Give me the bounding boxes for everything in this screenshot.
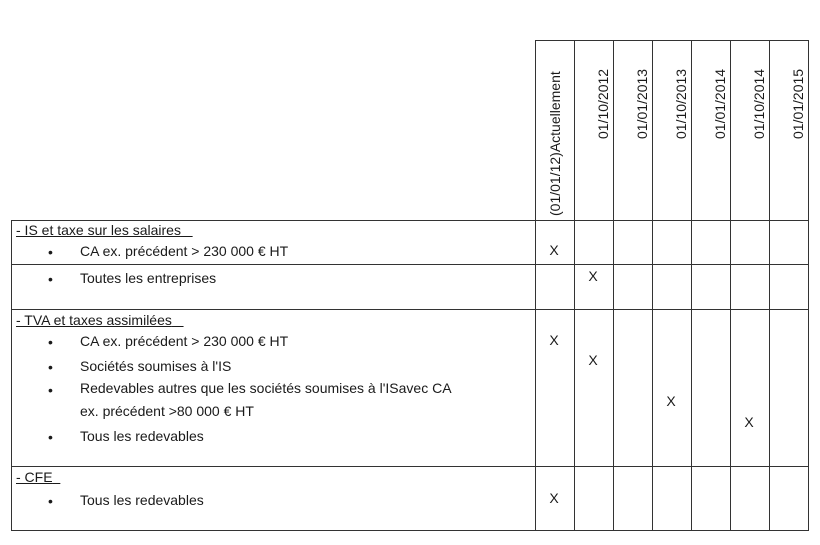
- column-header: (01/01/12)Actuellement: [547, 71, 563, 216]
- list-item: Sociétés soumises à l'IS: [80, 358, 232, 374]
- column-header: 01/01/2013: [634, 68, 650, 139]
- list-item: Redevables autres que les sociétés soumises à l'ISavec CA: [80, 380, 452, 396]
- bullet: •: [48, 334, 53, 350]
- list-item-continuation: ex. précédent >80 000 € HT: [80, 403, 254, 419]
- list-item: Tous les redevables: [80, 428, 204, 444]
- section-title-is: - IS et taxe sur les salaires: [16, 222, 181, 238]
- bullet: •: [48, 244, 53, 260]
- bullet: •: [48, 493, 53, 509]
- list-item: Tous les redevables: [80, 492, 204, 508]
- mark-x: X: [666, 393, 676, 409]
- column-header: 01/01/2015: [790, 68, 806, 139]
- column-header: 01/10/2012: [595, 68, 611, 139]
- mark-x: X: [549, 332, 559, 348]
- section-title-tva: - TVA et taxes assimilées: [16, 312, 172, 328]
- list-item: CA ex. précédent > 230 000 € HT: [80, 333, 289, 349]
- column-header: 01/10/2014: [751, 68, 767, 139]
- bullet: •: [48, 382, 53, 398]
- mark-x: X: [549, 490, 559, 506]
- bullet: •: [48, 429, 53, 445]
- mark-x: X: [549, 242, 559, 258]
- section-title-cfe: - CFE: [16, 469, 53, 485]
- mark-x: X: [588, 352, 598, 368]
- bullet: •: [48, 359, 53, 375]
- column-header: 01/10/2013: [673, 68, 689, 139]
- mark-x: X: [744, 414, 754, 430]
- column-header: 01/01/2014: [712, 68, 728, 139]
- bullet: •: [48, 271, 53, 287]
- list-item: CA ex. précédent > 230 000 € HT: [80, 243, 289, 259]
- list-item: Toutes les entreprises: [80, 270, 217, 286]
- mark-x: X: [588, 268, 598, 284]
